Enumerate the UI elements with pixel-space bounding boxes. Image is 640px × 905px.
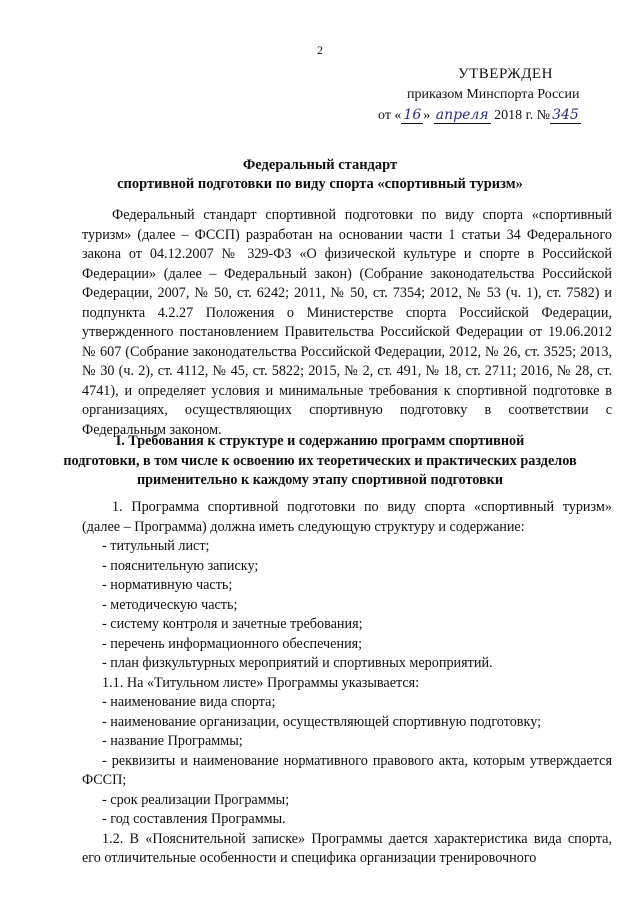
title-list-item-wrapped: - реквизиты и наименование нормативного правового акта, которым утверждается ФССП;: [82, 752, 612, 788]
structure-list-item: - систему контроля и зачетные требования;: [102, 616, 363, 632]
date-mid: »: [423, 108, 431, 123]
title-list-item: - название Программы;: [102, 733, 243, 749]
title-list-item: - наименование вида спорта;: [102, 694, 276, 710]
item-1-2-paragraph: 1.2. В «Пояснительной записке» Программы дается характеристика вида спорта, его отличительные особенности и специфика организации тренировочного: [82, 830, 612, 866]
section-1-body: [82, 498, 612, 869]
document-title-line1: Федеральный стандарт: [242, 157, 398, 173]
document-title-line2: спортивной подготовки по виду спорта «спортивный туризм»: [117, 176, 523, 192]
structure-list-item: - план физкультурных мероприятий и спортивных мероприятий.: [102, 655, 493, 671]
item-1-1-paragraph: 1.1. На «Титульном листе» Программы указывается:: [102, 674, 420, 691]
title-list-item: - наименование организации, осуществляющей спортивную подготовку;: [102, 713, 542, 730]
date-day-handwritten: 16: [403, 107, 422, 123]
page-number: 2: [317, 43, 323, 57]
structure-list-item: - перечень информационного обеспечения;: [102, 635, 363, 652]
structure-list-item: - нормативную часть;: [102, 577, 233, 593]
date-year: 2018 г. №: [494, 108, 551, 123]
document-title: [0, 156, 640, 194]
approval-date-line: [378, 107, 581, 124]
title-list-item: - срок реализации Программы;: [102, 791, 290, 808]
intro-section: [82, 206, 612, 440]
section-1-heading-line2: подготовки, в том числе к освоению их теоретических и практических разделов: [63, 452, 577, 469]
intro-paragraph: Федеральный стандарт спортивной подготовки по виду спорта «спортивный туризм» (далее – ФССП) разработан на основании части 1 статьи 34 Федерального закона от 04.12.2007 № 329-ФЗ «О физической культуре и спорте в Российской Федерации» (далее – Федеральный закон) (Собрание законодательства Российской Федерации, 2007, № 50, ст. 6242; 2011, № 50, ст. 7354; 2012, № 53 (ч. 1), ст. 7582) и подпункта 4.2.27 Положения о Министерстве спорта Российской Федерации, утвержденного постановлением Правительства Российской Федерации от 19.06.2012 № 607 (Собрание законодательства Российской Федерации, 2012, № 26, ст. 3525; 2013, № 30 (ч. 2), ст. 4112, № 45, ст. 5822; 2015, № 2, ст. 491, № 18, ст. 2711; 2016, № 28, ст. 4741), и определяет условия и минимальные требования к спортивной подготовке в организациях, осуществляющих спортивную подготовку в соответствии с Федеральным законом.: [82, 207, 612, 438]
order-number-handwritten: 345: [552, 107, 579, 123]
item-1-paragraph: 1. Программа спортивной подготовки по виду спорта «спортивный туризм» (далее – Программа) должна иметь следующую структуру и содержание:: [82, 499, 612, 535]
date-prefix: от «: [378, 108, 402, 123]
structure-list-item: - пояснительную записку;: [102, 557, 259, 574]
section-1-heading-line3: применительно к каждому этапу спортивной подготовки: [136, 472, 504, 488]
section-1-heading-line1: I. Требования к структуре и содержанию программ спортивной: [115, 433, 525, 449]
date-month-handwritten: апреля: [435, 107, 489, 123]
approval-title: УТВЕРЖДЕН: [458, 66, 553, 82]
approval-order-line: приказом Минспорта России: [407, 87, 580, 102]
structure-list-item: - методическую часть;: [102, 596, 238, 613]
title-list-item: - год составления Программы.: [102, 811, 286, 827]
structure-list-item: - титульный лист;: [102, 538, 210, 554]
section-1-heading: [0, 432, 640, 491]
